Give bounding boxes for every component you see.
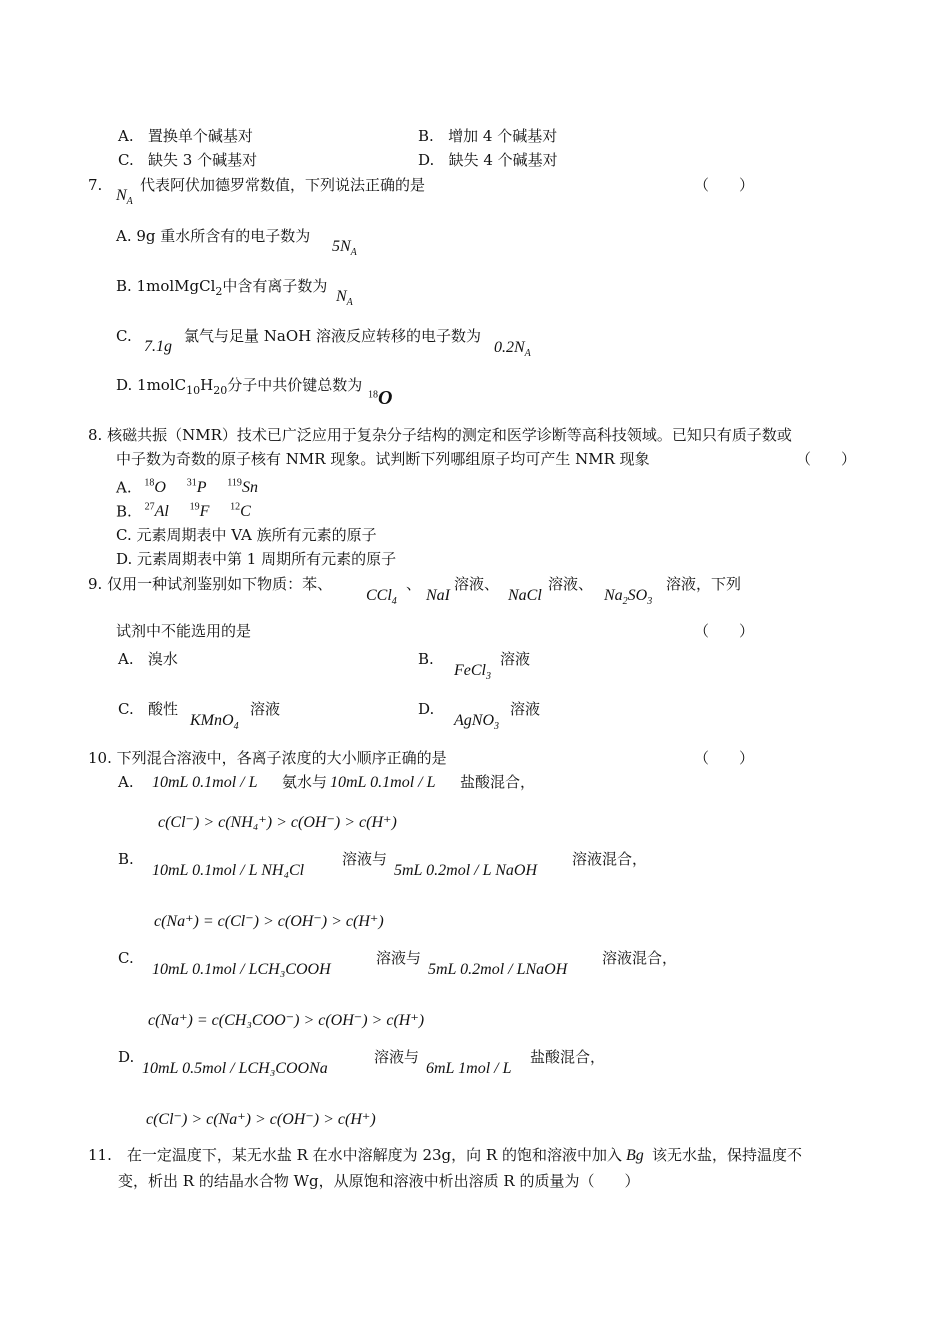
q10-option-c-text2: 溶液混合， xyxy=(602,949,678,967)
q8-a-nuclide-1: $^{18}$O xyxy=(144,478,166,497)
q7-stem: 代表阿伏加德罗常数值，下列说法正确的是 xyxy=(140,176,426,194)
q7-option-b-text: B. 1molMgCl$_2$中含有离子数为 xyxy=(116,277,328,298)
q10-option-d-equation: c(Cl⁻) > c(Na⁺) > c(OH⁻) > c(H⁺) xyxy=(146,1111,376,1128)
q10-option-b-text2: 溶液混合， xyxy=(572,850,648,868)
q10-option-b-equation: c(Na⁺) = c(Cl⁻) > c(OH⁻) > c(H⁺) xyxy=(154,913,384,930)
q9-answer-bracket: （ ） xyxy=(694,622,755,640)
q8-a-nuclide-3: $^{119}$Sn xyxy=(227,478,258,497)
q9-option-c-math: KMnO$_4$ xyxy=(190,712,239,733)
q10-option-b-math2: 5mL 0.2mol / L NaOH xyxy=(394,862,537,879)
q8-b-nuclide-1: $^{27}$Al xyxy=(144,502,169,521)
q11-line1-post: 该无水盐，保持温度不 xyxy=(652,1146,803,1164)
q10-option-c-equation: c(Na⁺) = c(CH₃COO⁻) > c(OH⁻) > c(H⁺) xyxy=(148,1012,425,1029)
q9-option-d-label: D. xyxy=(418,700,435,718)
q10-option-d-math2: 6mL 1mol / L xyxy=(426,1060,512,1077)
q10-option-a-math1: 10mL 0.1mol / L xyxy=(152,774,258,791)
q10-option-a-math2: 10mL 0.1mol / L xyxy=(330,774,436,791)
q9-nacl: NaCl xyxy=(508,587,542,604)
q9-option-b-text: 溶液 xyxy=(500,650,531,668)
q9-stem-pre: 9. 仅用一种试剂鉴别如下物质：苯、 xyxy=(88,575,333,593)
q7-number: 7. xyxy=(88,176,103,194)
q9-option-a: A. 溴水 xyxy=(118,650,178,668)
q9-ccl4: CCl$_4$ xyxy=(366,587,397,608)
q7-option-c-math2: $0.2N_A$ xyxy=(494,339,531,360)
q7-option-c-label: C. xyxy=(116,327,132,345)
q7-option-a-math: $5N_A$ xyxy=(332,238,357,259)
q7-option-d-math: $^{18}$O xyxy=(368,387,393,409)
q8-b-nuclide-2: $^{19}$F xyxy=(189,502,210,521)
q9-option-d-text: 溶液 xyxy=(510,700,541,718)
q9-line2: 试剂中不能选用的是 xyxy=(116,622,252,640)
q10-option-d-text2: 盐酸混合， xyxy=(530,1048,606,1066)
q10-option-a-text2: 盐酸混合， xyxy=(460,773,536,791)
q10-option-b-math1: 10mL 0.1mol / L NH₄Cl xyxy=(152,862,305,879)
q10-option-a-label: A. xyxy=(118,773,134,791)
q9-sep1: 、 xyxy=(406,575,422,593)
q8-a-nuclide-2: $^{31}$P xyxy=(186,478,207,497)
q6-option-c: C. 缺失 3 个碱基对 xyxy=(118,151,258,169)
q7-option-a-text: A. 9g 重水所含有的电子数为 xyxy=(116,227,311,245)
q8-b-nuclide-3: $^{12}$C xyxy=(230,502,251,521)
q11-line1-math: Bg xyxy=(626,1147,644,1164)
q7-option-c-math1: 7.1g xyxy=(144,338,172,355)
q8-option-b: B. $^{27}$Al $^{19}$F $^{12}$C xyxy=(116,502,251,521)
q10-option-c-text1: 溶液与 xyxy=(376,949,422,967)
q11-line1-pre: 11. 在一定温度下，某无水盐 R 在水中溶解度为 23g，向 R 的饱和溶液中加入 xyxy=(88,1146,622,1164)
q10-option-d-math1: 10mL 0.5mol / LCH₃COONa xyxy=(142,1060,328,1077)
q10-option-a-equation: c(Cl⁻) > c(NH₄⁺) > c(OH⁻) > c(H⁺) xyxy=(158,814,397,831)
q10-stem: 10. 下列混合溶液中，各离子浓度的大小顺序正确的是 xyxy=(88,749,447,767)
q10-option-c-math2: 5mL 0.2mol / LNaOH xyxy=(428,961,568,978)
q8-option-a: A. $^{18}$O $^{31}$P $^{119}$Sn xyxy=(116,478,258,497)
q8-option-d: D. 元素周期表中第 1 周期所有元素的原子 xyxy=(116,550,397,568)
q9-na2so3: $Na_2SO_3$ xyxy=(604,587,653,608)
q6-option-a: A. 置换单个碱基对 xyxy=(118,127,253,145)
q8-answer-bracket: （ ） xyxy=(796,450,857,468)
q7-option-d-text: D. $1molC_{10}H_{20}$分子中共价键总数为 xyxy=(116,376,363,397)
q7-na-symbol: $N_A$ xyxy=(116,187,133,208)
q9-sol3: 溶液，下列 xyxy=(666,575,742,593)
q9-option-c: C. 酸性 xyxy=(118,700,179,718)
q10-option-a-text1: 氨水与 xyxy=(282,773,328,791)
q9-nai: NaI xyxy=(426,587,450,604)
q10-answer-bracket: （ ） xyxy=(694,749,755,767)
q7-option-c-text: 氯气与足量 NaOH 溶液反应转移的电子数为 xyxy=(184,327,481,345)
q11-line2: 变，析出 R 的结晶水合物 Wg，从原饱和溶液中析出溶质 R 的质量为（ ） xyxy=(118,1172,640,1190)
q6-option-d: D. 缺失 4 个碱基对 xyxy=(418,151,558,169)
q10-option-c-math1: 10mL 0.1mol / LCH₃COOH xyxy=(152,961,331,978)
q6-option-b: B. 增加 4 个碱基对 xyxy=(418,127,558,145)
q9-option-b-math: FeCl$_3$ xyxy=(454,662,491,683)
q10-option-d-label: D. xyxy=(118,1048,135,1066)
q8-line1: 8. 核磁共振（NMR）技术已广泛应用于复杂分子结构的测定和医学诊断等高科技领域。已知只有质子数或 xyxy=(88,426,792,444)
q9-sol1: 溶液、 xyxy=(454,575,500,593)
q10-option-b-text1: 溶液与 xyxy=(342,850,388,868)
q8-option-c: C. 元素周期表中 VA 族所有元素的原子 xyxy=(116,526,377,544)
q9-option-b-label: B. xyxy=(418,650,434,668)
q9-sol2: 溶液、 xyxy=(548,575,594,593)
q8-line2: 中子数为奇数的原子核有 NMR 现象。试判断下列哪组原子均可产生 NMR 现象 xyxy=(116,450,650,468)
q10-option-d-text1: 溶液与 xyxy=(374,1048,420,1066)
q10-option-c-label: C. xyxy=(118,949,134,967)
q10-option-b-label: B. xyxy=(118,850,134,868)
q7-answer-bracket: （ ） xyxy=(694,176,755,194)
q7-option-b-math: $N_A$ xyxy=(336,288,353,309)
q9-option-d-math: AgNO$_3$ xyxy=(454,712,499,733)
q9-option-c-text: 溶液 xyxy=(250,700,281,718)
